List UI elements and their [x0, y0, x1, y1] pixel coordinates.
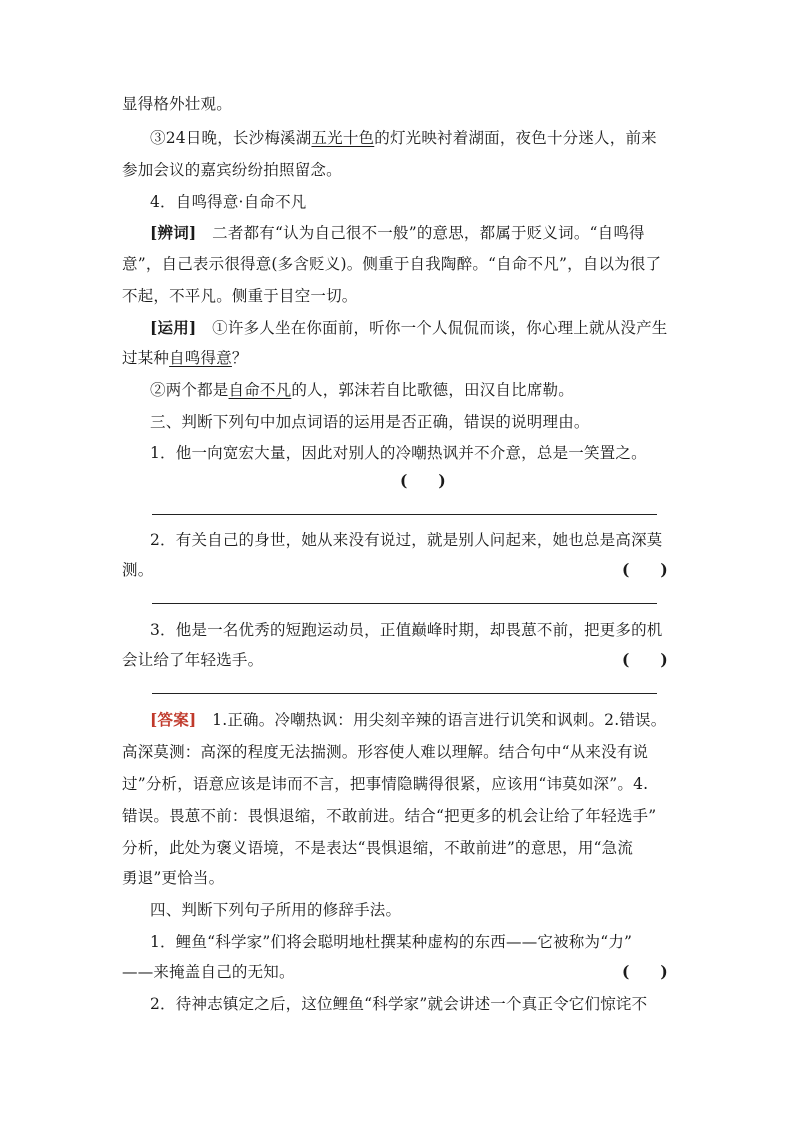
text-line: 高深莫测：高深的程度无法揣测。形容使人难以理解。结合句中“从来没有说: [122, 743, 649, 761]
answer-paren-2[interactable]: ( ): [622, 560, 668, 579]
text-line: 测。: [122, 561, 154, 579]
text-line: ②两个都是自命不凡的人，郭沫若自比歌德，田汉自比席勒。: [150, 381, 574, 399]
text-line: 会让给了年轻选手。: [122, 651, 264, 669]
answer-paren-3[interactable]: ( ): [622, 650, 668, 669]
text-line: 意”，自己表示很得意(多含贬义)。侧重于自我陶醉。“自命不凡”，自以为很了: [122, 255, 662, 273]
bianci-tag: [辨词]: [150, 223, 197, 242]
question-4-2: 2．待神志镇定之后，这位鲤鱼“科学家”就会讲述一个真正令它们惊诧不: [150, 995, 648, 1013]
text-line: 参加会议的嘉宾纷纷拍照留念。: [122, 161, 342, 179]
item-heading: 4．自鸣得意·自命不凡: [150, 193, 307, 211]
text-line: 勇退”更恰当。: [122, 869, 225, 887]
text-line: 不起，不平凡。侧重于目空一切。: [122, 287, 358, 305]
question-2: 2．有关自己的身世，她从来没有说过，就是别人问起来，她也总是高深莫: [150, 531, 663, 549]
underlined-term: 五光十色: [311, 129, 375, 147]
question-4-1: 1．鲤鱼“科学家”们将会聪明地杜撰某种虚构的东西——它被称为“力”: [150, 933, 633, 951]
text-line: ——来掩盖自己的无知。: [122, 963, 295, 981]
text-line: [辨词] 二者都有“认为自己很不一般”的意思，都属于贬义词。“自鸣得: [150, 223, 645, 242]
answer-paren-4[interactable]: ( ): [622, 962, 668, 981]
text-line: 错误。畏葸不前：畏惧退缩，不敢前进。结合“把更多的机会让给了年轻选手”: [122, 807, 657, 825]
section-heading: 三、判断下列句中加点词语的运用是否正确，错误的说明理由。: [150, 413, 590, 431]
underlined-term: 自鸣得意: [169, 349, 232, 367]
answer-tag: [答案]: [150, 710, 197, 729]
text-line: 过某种自鸣得意？: [122, 349, 248, 367]
yunyong-tag: [运用]: [150, 318, 197, 337]
answer-paren-1[interactable]: ( ): [400, 471, 446, 490]
answer-line-3[interactable]: [152, 693, 657, 694]
text-line: 显得格外壮观。: [122, 95, 232, 113]
text-line: ③24日晚，长沙梅溪湖五光十色的灯光映衬着湖面，夜色十分迷人，前来: [150, 129, 657, 147]
answer-text: [答案] 1.正确。冷嘲热讽：用尖刻辛辣的语言进行讥笑和讽刺。2.错误。: [150, 710, 667, 729]
text-line: [运用] ①许多人坐在你面前，听你一个人侃侃而谈，你心理上就从没产生: [150, 318, 668, 337]
text-line: 分析，此处为褒义语境，不是表达“畏惧退缩，不敢前进”的意思，用“急流: [122, 839, 634, 857]
underlined-term: 自命不凡: [228, 381, 292, 399]
answer-line-2[interactable]: [152, 603, 657, 604]
question-1: 1．他一向宽宏大量，因此对别人的冷嘲热讽并不介意，总是一笑置之。: [150, 444, 647, 462]
answer-line-1[interactable]: [152, 514, 657, 515]
section-heading: 四、判断下列句子所用的修辞手法。: [150, 901, 402, 919]
question-3: 3．他是一名优秀的短跑运动员，正值巅峰时期，却畏葸不前，把更多的机: [150, 621, 663, 639]
text-line: 过”分析，语意应该是讳而不言，把事情隐瞒得很紧，应该用“讳莫如深”。4.: [122, 775, 649, 793]
